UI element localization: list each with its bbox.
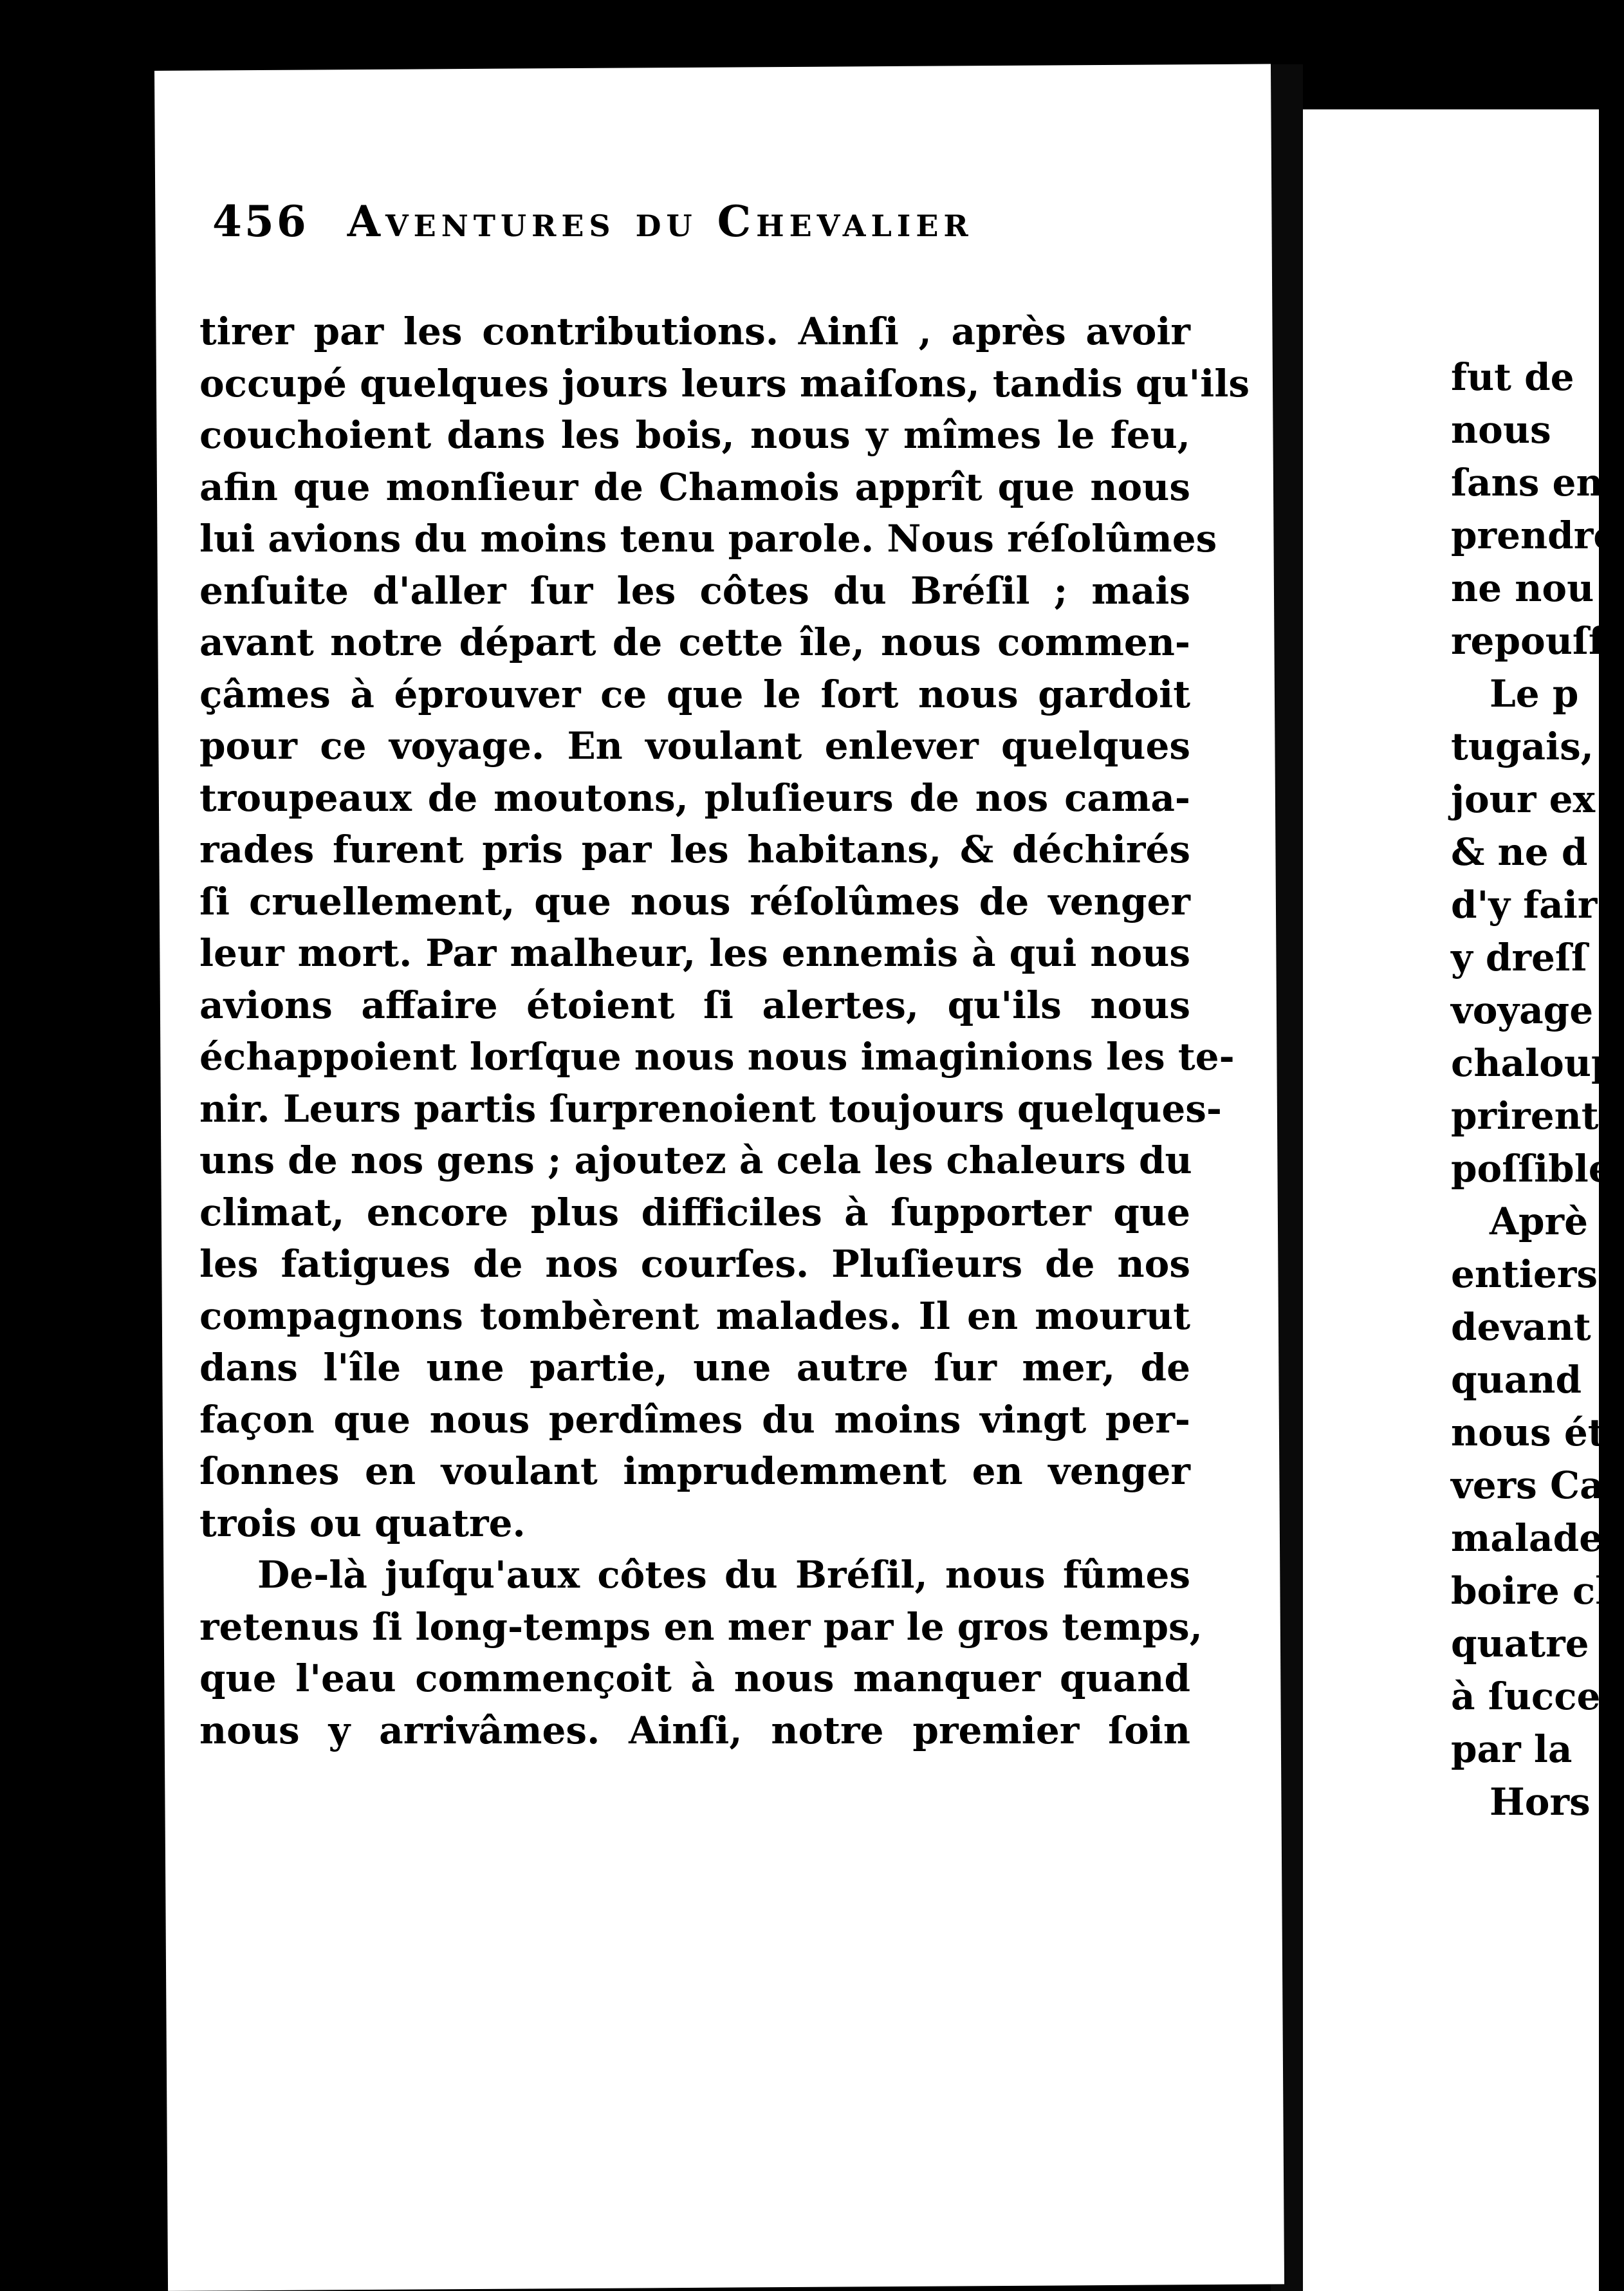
text-line: Aprè [1490,1200,1589,1243]
text-line: afin que monſieur de Chamois apprît que nous [199,465,1190,509]
text-line: les fatigues de nos courſes. Pluſieurs de nos [199,1242,1190,1286]
text-line: fut de [1451,355,1574,399]
text-line: nous éti [1451,1411,1619,1454]
text-line: voyage [1451,988,1594,1032]
running-head-title: Aventures du Chevalier [347,196,973,246]
text-line: repouſſ [1451,619,1605,663]
text-line: enſuite d'aller ſur les côtes du Bréſil ; mais [199,568,1190,613]
text-line: échappoient lorſque nous nous imaginions les te- [199,1035,1235,1079]
text-line: avions affaire étoient ſi alertes, qu'ils nous [199,983,1190,1027]
text-line: & ne d [1451,830,1588,874]
text-line: compagnons tombèrent malades. Il en mourut [199,1294,1190,1338]
text-line: Le p [1490,672,1579,716]
text-line: ſans en [1451,461,1603,505]
text-line: nous y arrivâmes. Ainſi, notre premier ſoin [199,1708,1190,1752]
text-line: nir. Leurs partis ſurprenoient toujours quelques- [199,1086,1222,1131]
text-line: nous [1451,408,1551,452]
text-line: tugais, [1451,725,1594,768]
text-line: par la [1451,1727,1573,1771]
text-line: chaloup [1451,1041,1618,1085]
text-line: çâmes à éprouver ce que le ſort nous gardoit [199,672,1190,716]
paragraph-start-line: De-là juſqu'aux côtes du Bréſil, nous fûmes [257,1553,1190,1597]
text-line: climat, encore plus difficiles à ſupporter que [199,1190,1190,1234]
text-line: d'y fair [1451,883,1598,927]
text-line: dans l'île une partie, une autre ſur mer, de [199,1346,1190,1389]
text-line: trois ou quatre. [199,1501,526,1545]
running-head [212,196,1158,274]
text-line: rades furent pris par les habitans, & déchirés [199,828,1190,871]
text-line: malades [1451,1516,1624,1560]
text-line: tirer par les contributions. Ainſi , après avoir [199,310,1190,353]
text-line: vers Ca [1451,1463,1604,1507]
left-page-text [199,306,1250,1756]
text-line: à ſuccer [1451,1674,1620,1718]
text-line: prendre [1451,514,1618,557]
text-line: que l'eau commençoit à nous manquer quand [199,1656,1190,1700]
text-line: quatre [1451,1622,1589,1665]
right-page-text [1451,351,1624,1828]
text-line: ne nou [1451,566,1594,610]
text-line: Hors [1490,1780,1591,1824]
text-line: façon que nous perdîmes du moins vingt per- [199,1397,1190,1442]
text-line: poſſible [1451,1147,1612,1191]
text-line: jour ex [1451,777,1596,821]
text-line: retenus ſi long-temps en mer par le gros temps, [199,1604,1203,1649]
text-line: troupeaux de moutons, pluſieurs de nos cama- [199,775,1190,820]
text-line: pour ce voyage. En voulant enlever quelques [199,724,1190,768]
text-line: uns de nos gens ; ajoutez à cela les chaleurs du [199,1138,1192,1182]
text-line: prirent, [1451,1094,1612,1138]
text-line: avant notre départ de cette île, nous commen- [199,620,1190,664]
text-line: ſi cruellement, que nous réſolûmes de venger [199,879,1190,923]
page-number: 456 [212,196,309,246]
text-line: quand [1451,1358,1582,1402]
text-line: y dreſſ [1451,936,1587,979]
text-line: devant [1451,1305,1591,1349]
text-line: lui avions du moins tenu parole. Nous réſolûmes [199,517,1217,561]
text-line: couchoient dans les bois, nous y mîmes le feu, [199,413,1190,457]
text-line: leur mort. Par malheur, les ennemis à qui nous [199,931,1190,975]
text-line: ſonnes en voulant imprudemment en venger [199,1449,1190,1493]
text-line: entiers [1451,1252,1598,1296]
text-line: occupé quelques jours leurs maiſons, tandis qu'ils [199,361,1250,405]
text-line: boire ch [1451,1569,1623,1613]
